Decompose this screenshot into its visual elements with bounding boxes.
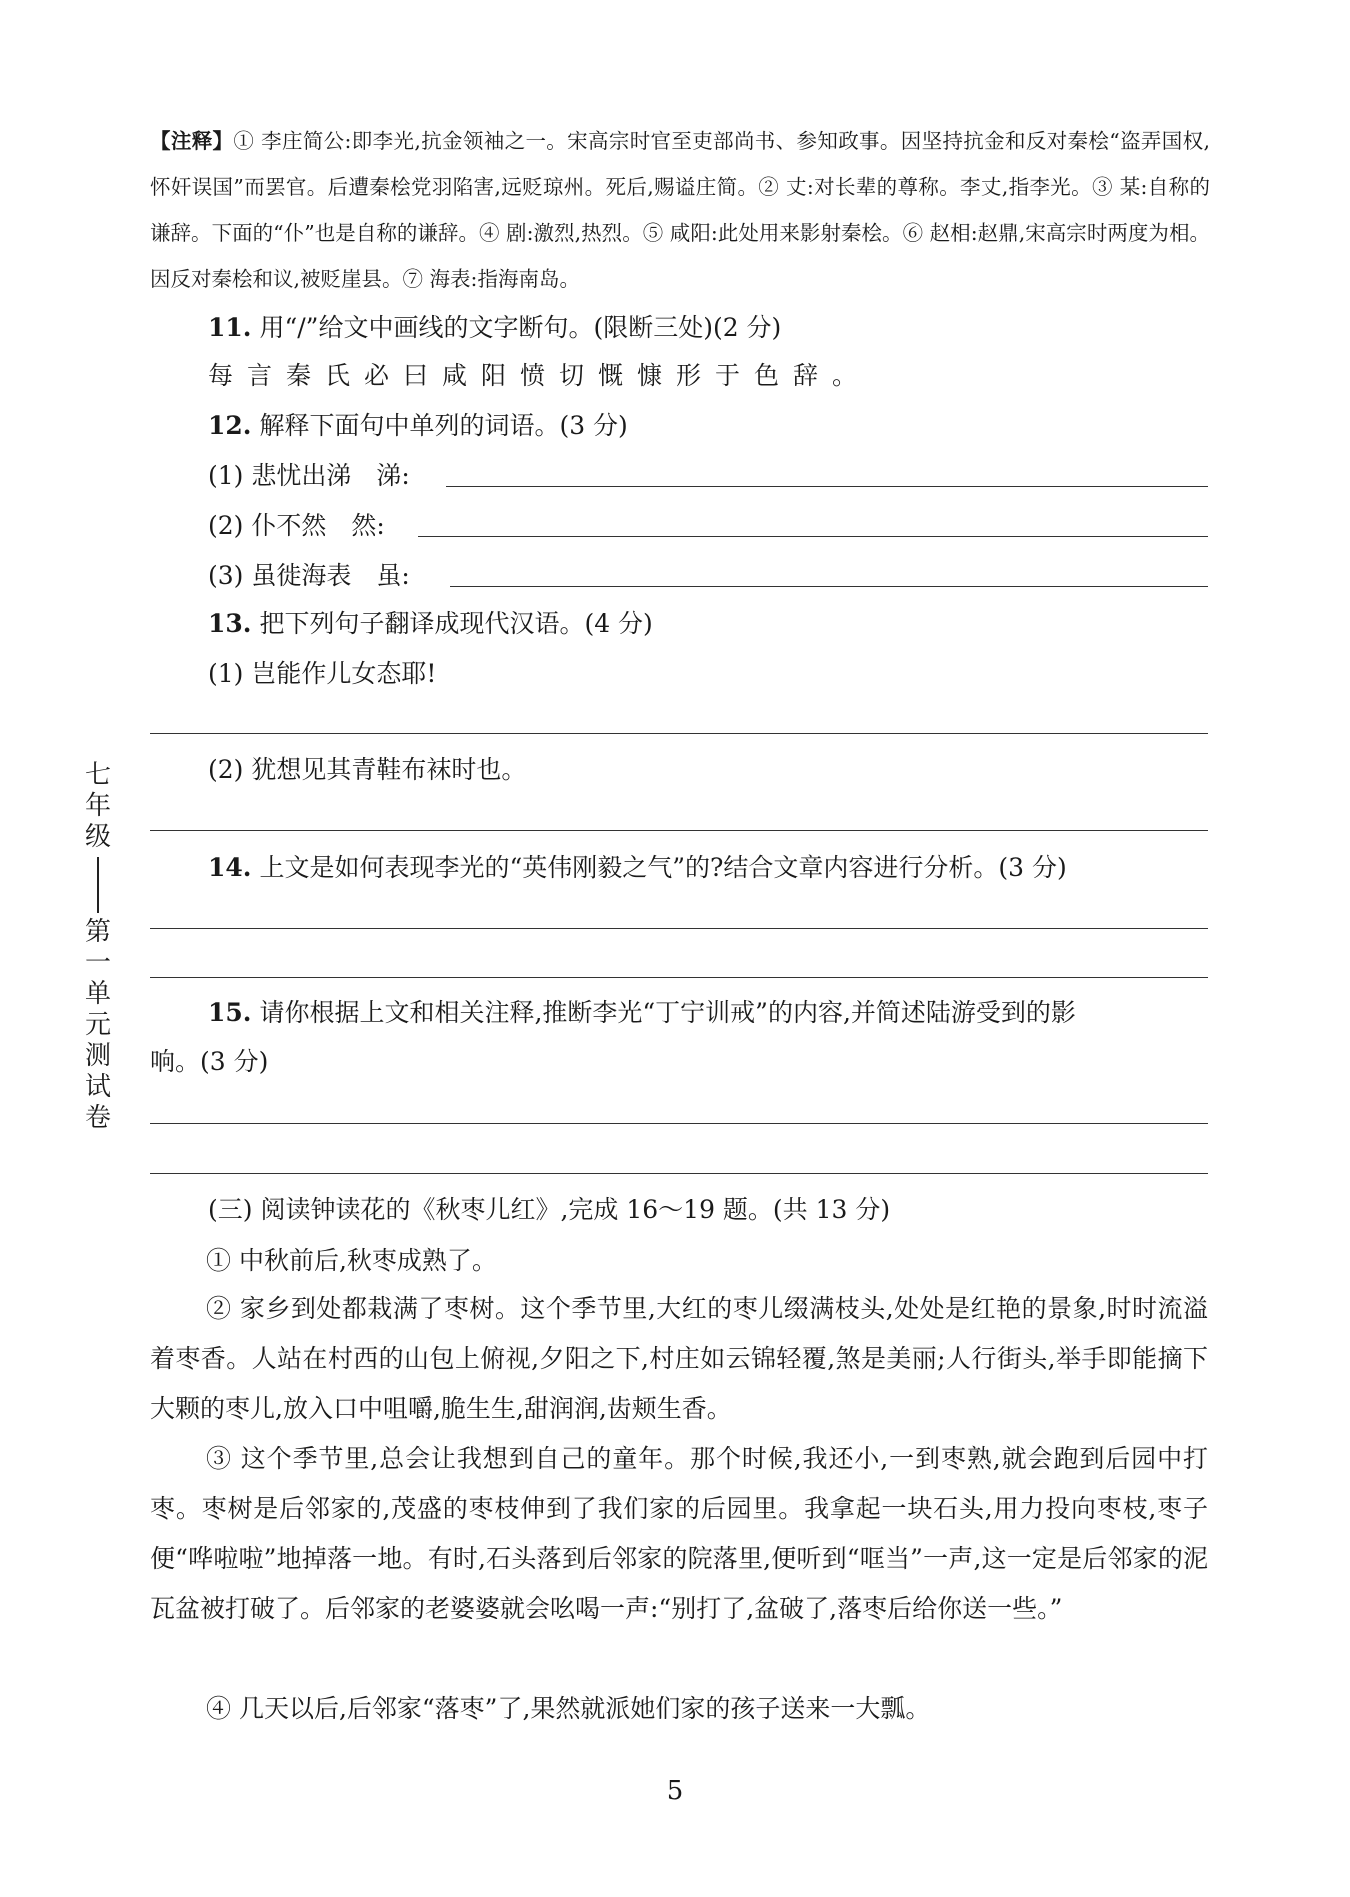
question-number: 14.: [208, 853, 252, 882]
question-number: 13.: [208, 609, 252, 638]
answer-blank[interactable]: [150, 928, 1208, 929]
question-text: 用“/”给文中画线的文字断句。(限断三处)(2 分): [259, 313, 782, 342]
side-label: [80, 760, 116, 1134]
q12-item-1: (1) 悲忧出涕 涕:: [208, 461, 410, 490]
passage-paragraph-1: ① 中秋前后,秋枣成熟了。: [206, 1246, 497, 1275]
q13-item-1: (1) 岂能作儿女态耶!: [208, 659, 437, 688]
question-13: [208, 606, 653, 642]
passage-paragraph-2: ② 家乡到处都栽满了枣树。这个季节里,大红的枣儿缀满枝头,处处是红艳的景象,时时流溢着枣香。人站在村西的山包上俯视,夕阳之下,村庄如云锦轻覆,煞是美丽;人行街头,举手即能摘下大颗的枣儿,放入口中咀嚼,脆生生,甜润润,齿颊生香。: [150, 1294, 1208, 1423]
q12-item-3: (3) 虽徙海表 虽:: [208, 561, 410, 590]
question-number: 12.: [208, 411, 252, 440]
answer-blank[interactable]: [150, 733, 1208, 734]
note-label: 【注释】: [150, 129, 234, 153]
q15-text-continued: 响。(3 分): [150, 1047, 269, 1076]
question-12: [208, 408, 628, 444]
question-number: 15.: [208, 998, 252, 1027]
answer-blank[interactable]: [150, 1173, 1208, 1174]
question-text: 请你根据上文和相关注释,推断李光“丁宁训戒”的内容,并简述陆游受到的影: [259, 998, 1076, 1027]
answer-blank[interactable]: [450, 586, 1208, 587]
question-14: [208, 850, 1067, 886]
passage-paragraph-4: ④ 几天以后,后邻家“落枣”了,果然就派她们家的孩子送来一大瓢。: [206, 1694, 931, 1723]
passage-paragraph-3: ③ 这个季节里,总会让我想到自己的童年。那个时候,我还小,一到枣熟,就会跑到后园中打枣。枣树是后邻家的,茂盛的枣枝伸到了我们家的后园里。我拿起一块石头,用力投向枣枝,枣子便“哗啦啦”地掉落一地。有时,石头落到后邻家的院落里,便听到“哐当”一声,这一定是后邻家的泥瓦盆被打破了。后邻家的老婆婆就会吆喝一声:“别打了,盆破了,落枣后给你送一些。”: [150, 1444, 1208, 1623]
annotation-notes: [150, 118, 1210, 302]
q11-sentence: 每言秦氏必曰咸阳愤切慨慷形于色辞。: [208, 361, 872, 390]
note-text: ① 李庄简公:即李光,抗金领袖之一。宋高宗时官至吏部尚书、参知政事。因坚持抗金和反对秦桧“盗弄国权,怀奸误国”而罢官。后遭秦桧党羽陷害,远贬琼州。死后,赐谥庄简。② 丈:对长辈的尊称。李丈,指李光。③ 某:自称的谦辞。下面的“仆”也是自称的谦辞。④ 剧:激烈,热烈。⑤ 咸阳:此处用来影射秦桧。⑥ 赵相:赵鼎,宋高宗时两度为相。因反对秦桧和议,被贬崖县。⑦ 海表:指海南岛。: [150, 129, 1211, 291]
answer-blank[interactable]: [150, 977, 1208, 978]
side-label-unit: 第一单元测试卷: [84, 917, 111, 1133]
question-text: 上文是如何表现李光的“英伟刚毅之气”的?结合文章内容进行分析。(3 分): [259, 853, 1067, 882]
answer-blank[interactable]: [446, 486, 1208, 487]
question-11: [208, 310, 781, 346]
question-text: 把下列句子翻译成现代汉语。(4 分): [259, 609, 653, 638]
question-text: 解释下面句中单列的词语。(3 分): [259, 411, 628, 440]
section-heading: (三) 阅读钟读花的《秋枣儿红》,完成 16～19 题。(共 13 分): [208, 1195, 891, 1224]
page-number: 5: [666, 1776, 684, 1806]
side-label-grade: 七年级: [84, 760, 111, 852]
answer-blank[interactable]: [150, 1123, 1208, 1124]
answer-blank[interactable]: [150, 830, 1208, 831]
side-divider: [97, 857, 99, 913]
answer-blank[interactable]: [418, 536, 1208, 537]
q12-item-2: (2) 仆不然 然:: [208, 511, 385, 540]
question-15: [208, 995, 1076, 1031]
q13-item-2: (2) 犹想见其青鞋布袜时也。: [208, 755, 527, 784]
question-number: 11.: [208, 313, 252, 342]
